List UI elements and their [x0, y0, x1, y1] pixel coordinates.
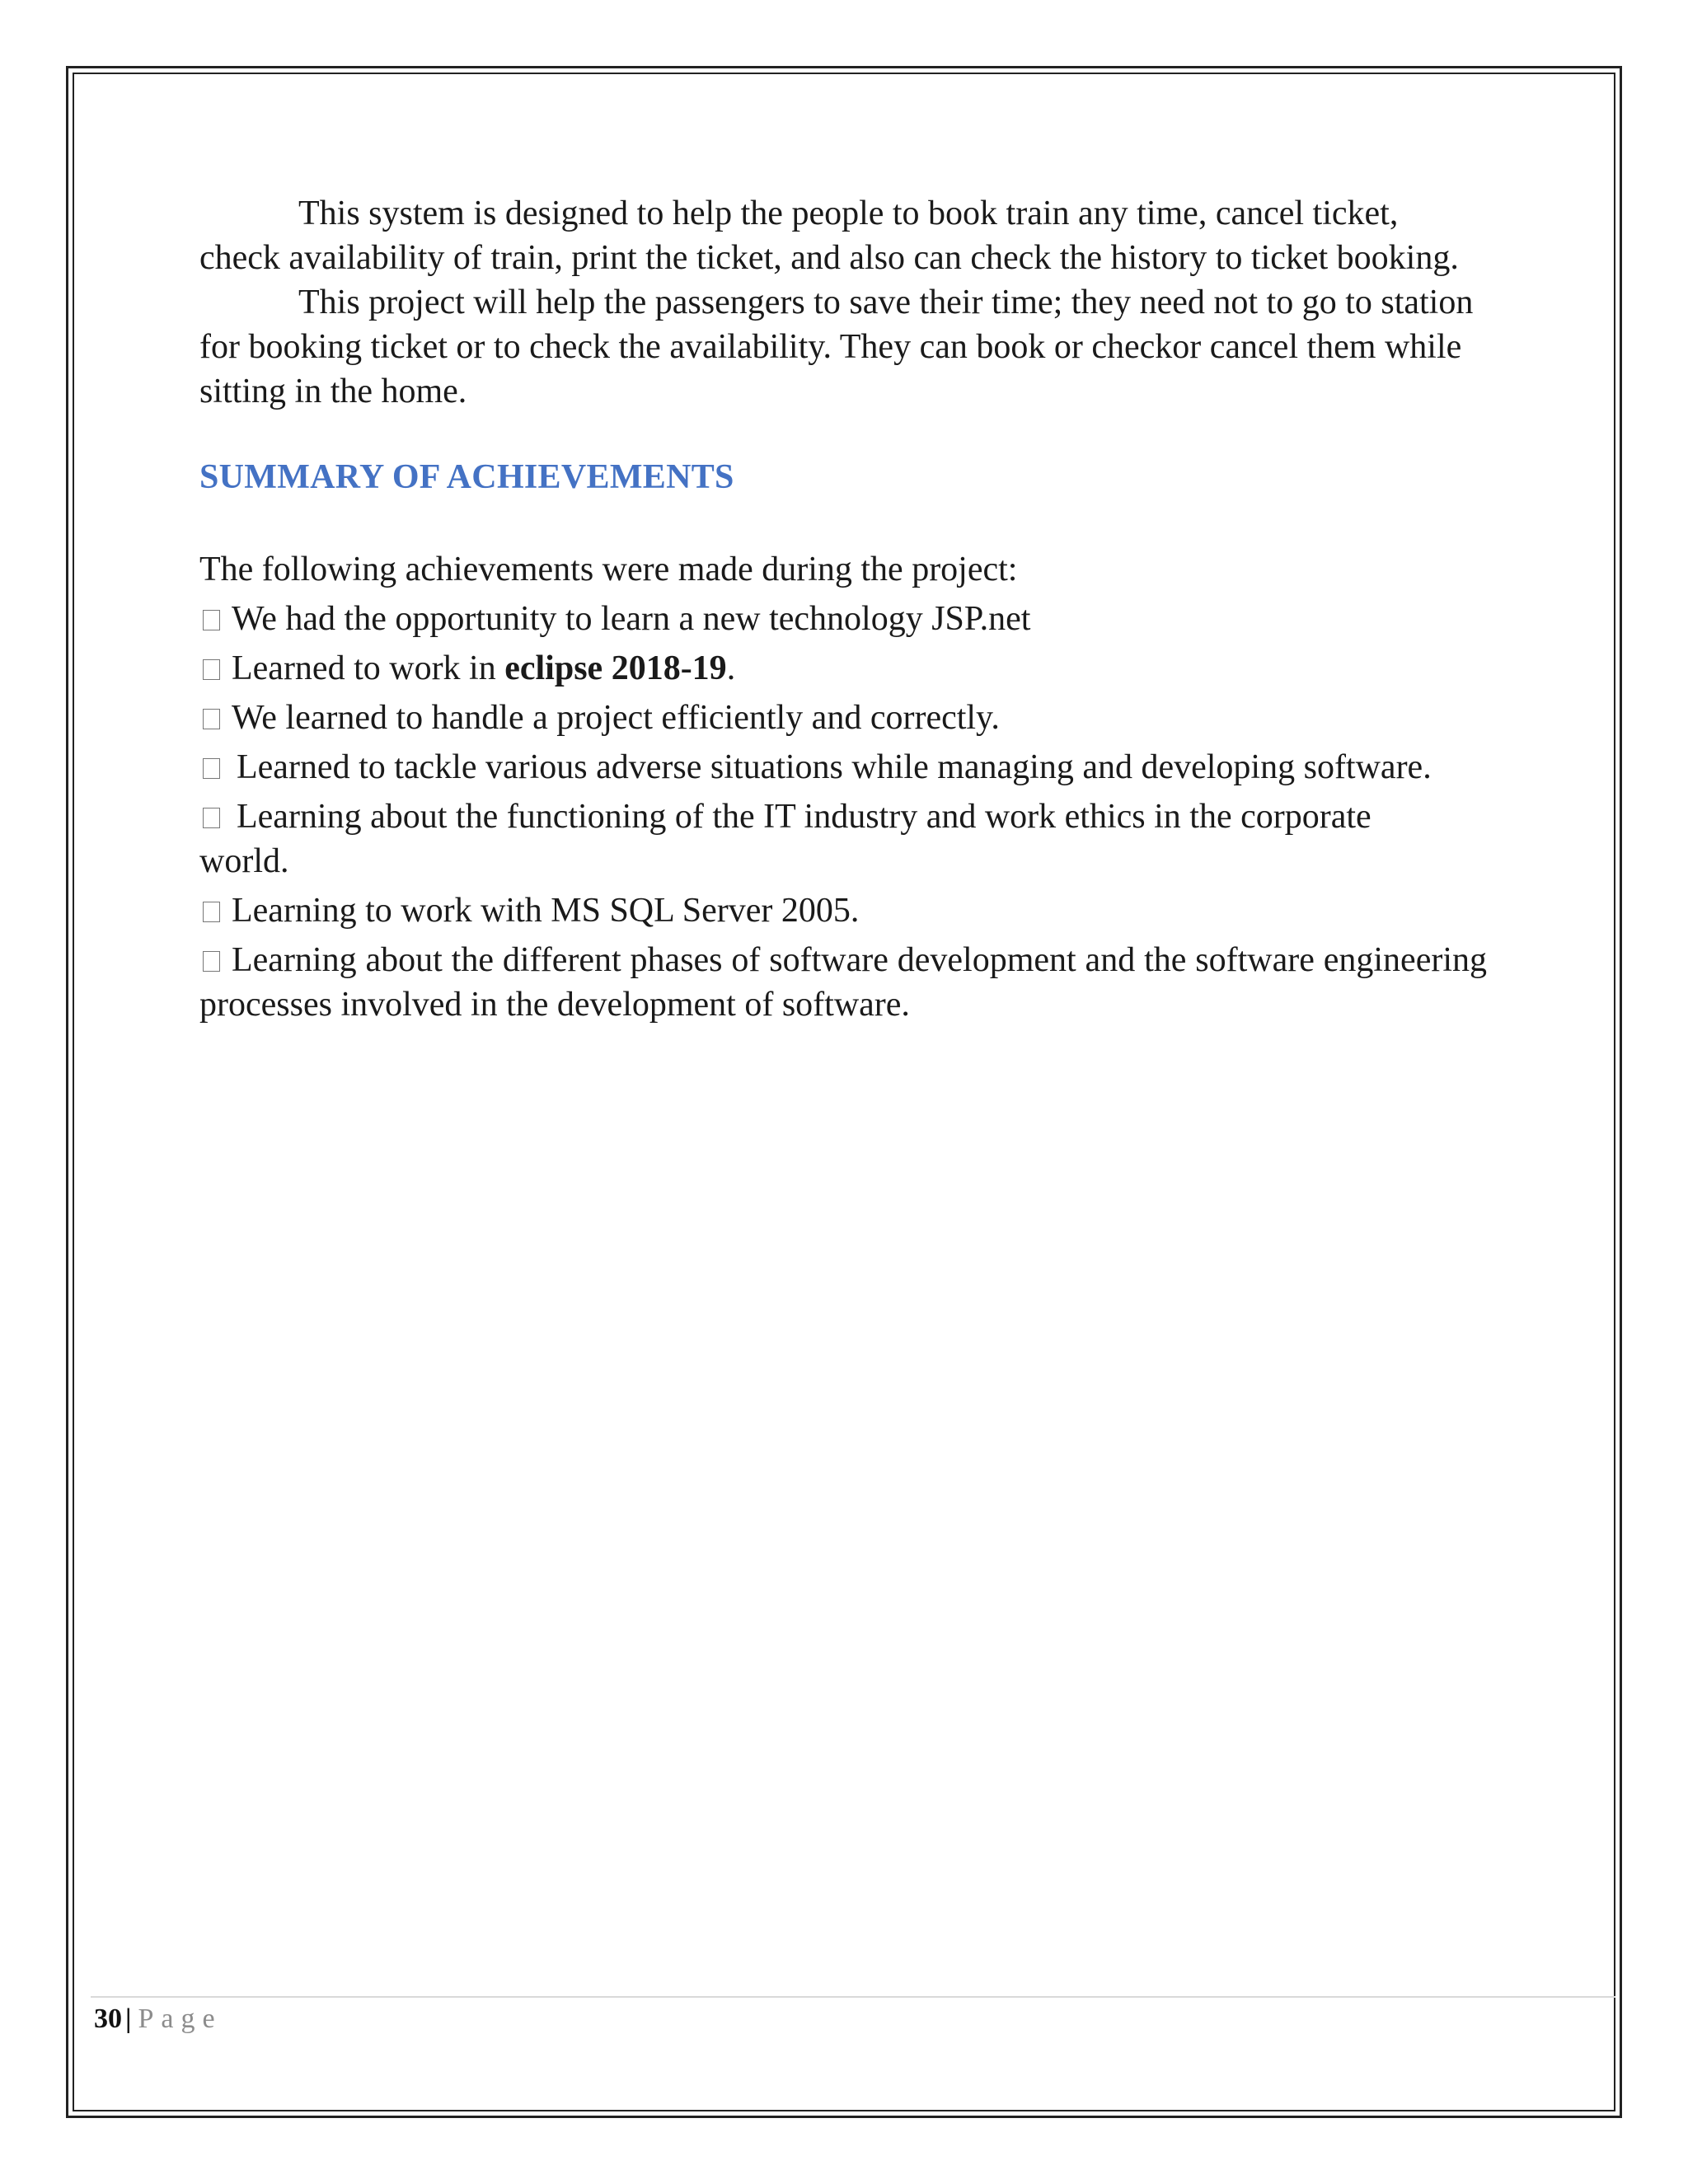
list-item: Learned to tackle various adverse situations while managing and developing software.: [199, 745, 1487, 790]
list-item: We learned to handle a project efficiently and correctly.: [199, 696, 1487, 740]
checkbox-bullet-icon: [203, 610, 220, 630]
section-heading: SUMMARY OF ACHIEVEMENTS: [199, 458, 734, 496]
paragraph-system-description: This system is designed to help the people to book train any time, cancel ticket, check availability of train, print the ticket, and also can check the history to ticket booking.: [199, 194, 1459, 277]
checkbox-bullet-icon: [203, 659, 220, 680]
page-number: 30: [94, 2004, 122, 2034]
list-item: Learning about the different phases of software development and the software engineering processes involved in the development of software.: [199, 941, 1487, 1024]
achievements-intro: The following achievements were made during the project:: [199, 551, 1018, 588]
achievements-list: [199, 597, 1487, 1027]
checkbox-bullet-icon: [203, 758, 220, 779]
list-item: Learned to work in eclipse 2018-19.: [199, 646, 1487, 691]
footer-separator: |: [125, 2004, 132, 2034]
list-item: We had the opportunity to learn a new technology JSP.net: [199, 597, 1487, 641]
list-item: Learning to work with MS SQL Server 2005.: [199, 888, 1487, 933]
checkbox-bullet-icon: [203, 709, 220, 729]
checkbox-bullet-icon: [203, 951, 220, 972]
page-label: Page: [138, 2004, 223, 2034]
footer-divider: [91, 1996, 1615, 1998]
list-item: Learning about the functioning of the IT industry and work ethics in the corporate world.: [199, 798, 1372, 880]
paragraph-project-benefit: This project will help the passengers to save their time; they need not to go to station for booking ticket or to check the availability. They can book or checkor cancel them while sitting in the home.: [199, 284, 1474, 410]
document-body: [199, 191, 1487, 1027]
checkbox-bullet-icon: [203, 808, 220, 828]
checkbox-bullet-icon: [203, 902, 220, 922]
page-footer: [94, 1999, 223, 2039]
